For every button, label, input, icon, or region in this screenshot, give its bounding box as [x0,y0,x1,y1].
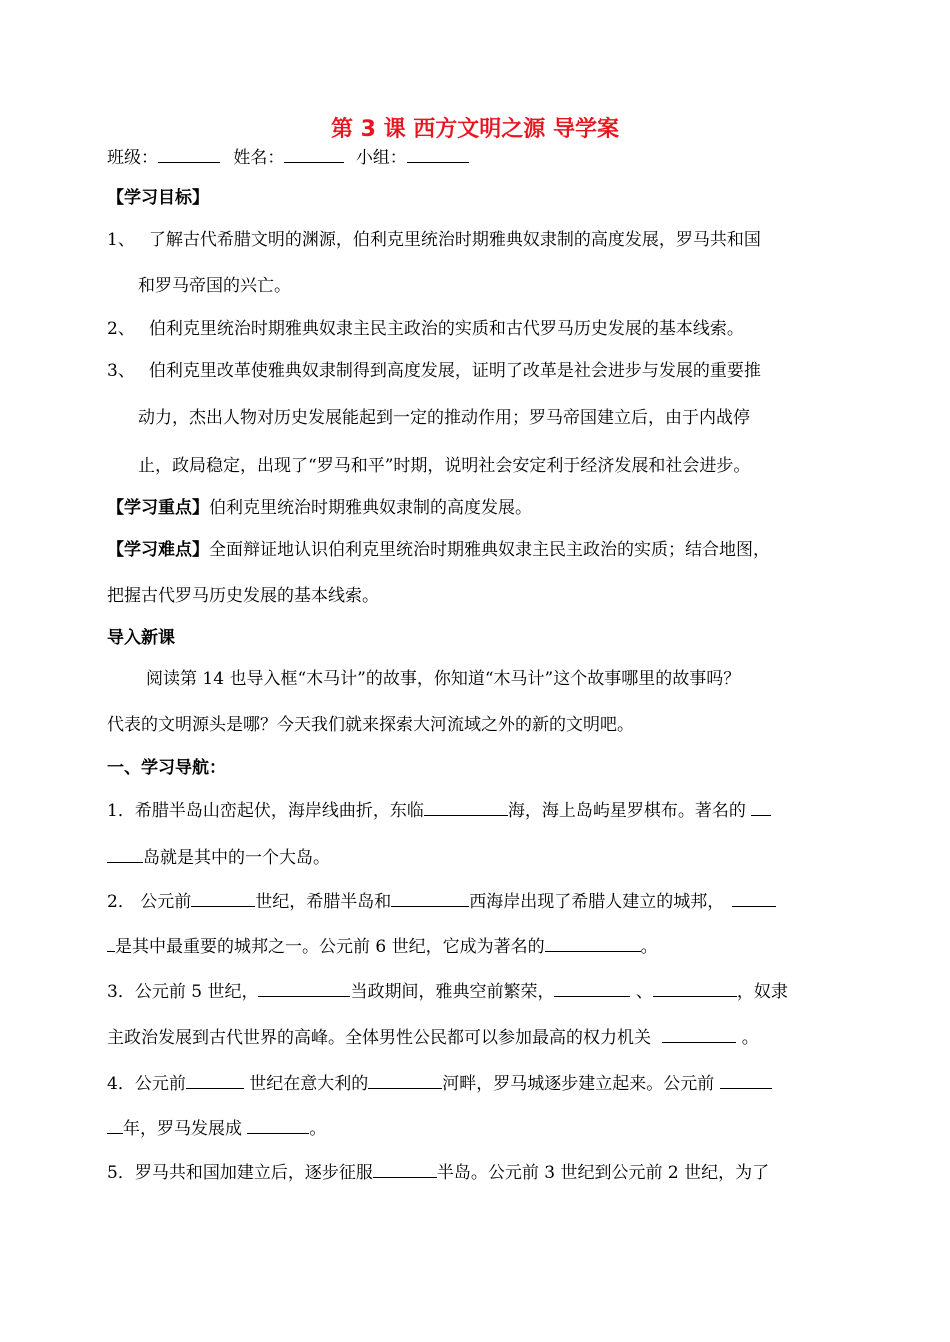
question-text: 1．希腊半岛山峦起伏，海岸线曲折，东临 [107,801,424,821]
question-text: 、 [630,982,653,1002]
question-text: 半岛。公元前 3 世纪到公元前 2 世纪，为了 [436,1163,770,1183]
answer-blank[interactable] [368,1072,442,1089]
objective-1-cont: 和罗马帝国的兴亡。 [138,276,291,296]
question-text: ，奴隶 [736,982,788,1002]
objective-3 [107,360,761,382]
answer-blank[interactable] [732,890,776,907]
group-blank[interactable] [407,146,469,163]
answer-blank[interactable] [373,1161,437,1178]
objective-number: 2、 [107,319,135,339]
question-text: 西海岸出现了希腊人建立的城邦， [469,892,725,912]
answer-blank[interactable] [107,935,115,952]
answer-blank[interactable] [662,1026,736,1043]
difficulty-cont: 把握古代罗马历史发展的基本线索。 [107,586,379,606]
objective-1 [107,229,761,251]
question-text: 世纪，希腊半岛和 [255,892,392,912]
objective-number: 3、 [107,361,135,381]
question-4 [107,1072,772,1095]
question-1 [107,799,771,822]
answer-blank[interactable] [391,890,469,907]
difficulty-label: 【学习难点】 [107,540,209,560]
question-text: 主政治发展到古代世界的高峰。全体男性公民都可以参加最高的权力机关 [107,1028,657,1048]
name-label: 姓名： [233,148,285,168]
question-3 [107,980,788,1003]
answer-blank[interactable] [424,799,508,816]
question-2-cont [107,935,658,958]
answer-blank[interactable] [191,890,255,907]
answer-blank[interactable] [751,799,771,816]
class-label: 班级： [107,148,158,168]
question-text: 4．公元前 [107,1074,186,1094]
question-5 [107,1161,769,1184]
intro-heading: 导入新课 [107,628,175,648]
question-text: 。 [309,1119,327,1139]
question-text: 是其中最重要的城邦之一。公元前 6 世纪，它成为著名的 [115,937,545,957]
answer-blank[interactable] [720,1072,772,1089]
question-text: 2． 公元前 [107,892,192,912]
difficulty-text: 全面辩证地认识伯利克里统治时期雅典奴隶主民主政治的实质；结合地图， [209,540,770,560]
question-text: 海，海上岛屿星罗棋布。著名的 [507,801,752,821]
question-text: 。 [640,937,658,957]
question-text: 岛就是其中的一个大岛。 [143,848,330,868]
question-text: 当政期间，雅典空前繁荣， [350,982,555,1002]
objective-text: 伯利克里统治时期雅典奴隶主民主政治的实质和古代罗马历史发展的基本线索。 [148,319,744,339]
question-4-cont [107,1117,326,1140]
header-fields [107,146,469,169]
answer-blank[interactable] [107,1117,123,1134]
question-text: 年，罗马发展成 [123,1119,248,1139]
objective-text: 伯利克里改革使雅典奴隶制得到高度发展，证明了改革是社会进步与发展的重要推 [148,361,761,381]
intro-paragraph-line-1: 阅读第 14 也导入框“木马计”的故事，你知道“木马计”这个故事哪里的故事吗？ [146,669,741,689]
answer-blank[interactable] [186,1072,244,1089]
difficulty [107,539,770,561]
question-text: 3．公元前 5 世纪， [107,982,259,1002]
guide-heading: 一、学习导航： [107,758,226,778]
question-3-cont [107,1026,759,1049]
answer-blank[interactable] [554,980,630,997]
answer-blank[interactable] [107,846,143,863]
objective-number: 1、 [107,230,135,250]
objective-3-cont-1: 动力，杰出人物对历史发展能起到一定的推动作用；罗马帝国建立后，由于内战停 [138,408,750,428]
question-text: 5．罗马共和国加建立后，逐步征服 [107,1163,373,1183]
key-point-text: 伯利克里统治时期雅典奴隶制的高度发展。 [209,498,532,518]
question-text: 世纪在意大利的 [243,1074,369,1094]
question-text: 河畔，罗马城逐步建立起来。公元前 [442,1074,720,1094]
objective-2 [107,318,744,340]
question-text: 。 [736,1028,759,1048]
objective-text: 了解古代希腊文明的渊源，伯利克里统治时期雅典奴隶制的高度发展，罗马共和国 [148,230,761,250]
class-blank[interactable] [158,146,220,163]
name-blank[interactable] [284,146,344,163]
objectives-heading: 【学习目标】 [107,188,209,208]
question-1-cont [107,846,330,869]
key-point-label: 【学习重点】 [107,498,209,518]
group-label: 小组： [355,148,407,168]
objective-3-cont-2: 止，政局稳定，出现了“罗马和平”时期，说明社会安定利于经济发展和社会进步。 [138,456,751,476]
page-title: 第 3 课 西方文明之源 导学案 [331,117,619,142]
answer-blank[interactable] [545,935,641,952]
intro-paragraph-line-2: 代表的文明源头是哪？今天我们就来探索大河流域之外的新的文明吧。 [107,715,634,735]
question-2 [107,890,776,913]
answer-blank[interactable] [258,980,350,997]
key-point [107,497,532,519]
answer-blank[interactable] [247,1117,309,1134]
answer-blank[interactable] [653,980,737,997]
